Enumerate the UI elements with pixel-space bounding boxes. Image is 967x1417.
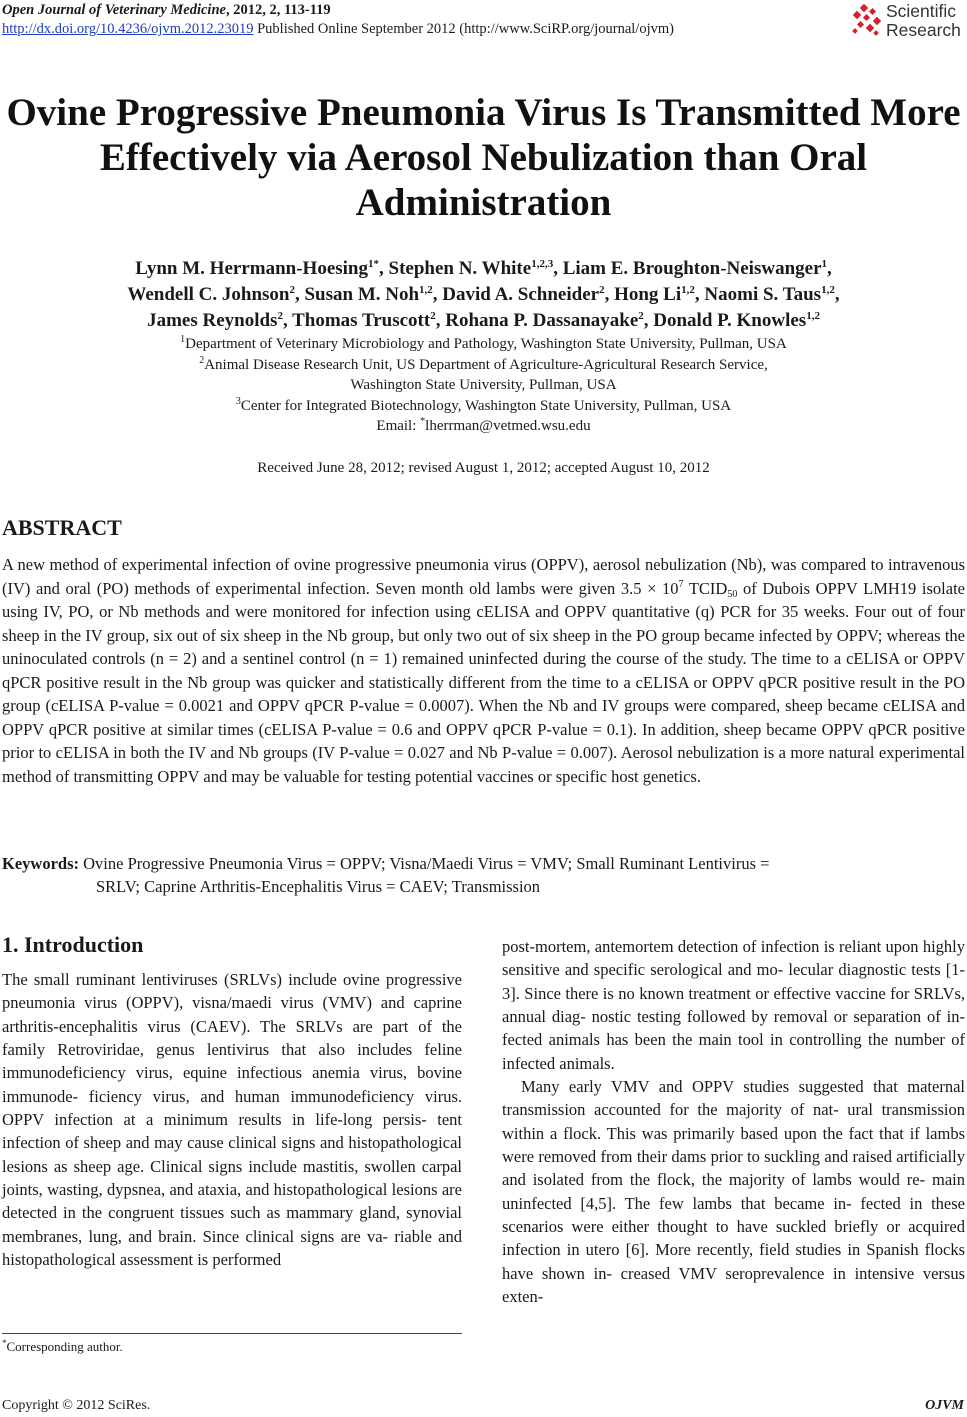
keywords — [2, 852, 962, 898]
footnote-divider — [2, 1333, 462, 1334]
scirp-logo — [850, 0, 967, 44]
section-heading-introduction: 1. Introduction — [2, 932, 144, 957]
abstract-body: A new method of experimental infection of ovine progressive pneumonia virus (OPPV), aerosol nebulization (Nb), was compared to intravenous (IV) and oral (PO) methods of experimental infection. Seven month old lambs were given $3.5 \times 10^7$ $TCID_{50}$ of Dubois OPPV LMH19 isolate using IV, PO, or Nb methods and were monitored for infection using cELISA and OPPV quantitative (q) PCR for 35 weeks. Four out of four sheep in the IV group, six out of six sheep in the Nb group, but only two out of six sheep in the PO group became infected by OPPV; whereas the uninoculated controls (n = 2) and a sentinel control (n = 1) remained uninfected during the course of the study. The time to a cELISA or OPPV qPCR positive result in the Nb group was quicker and statistically different from the time to a cELISA or OPPV qPCR positive result in the PO group (cELISA P-value = 0.0021 and OPPV qPCR P-value = 0.0007). When the Nb and IV groups were compared, sheep became cELISA and OPPV qPCR positive at similar times (cELISA P-value = 0.6 and OPPV qPCR P-value = 0.1). In addition, sheep became OPPV qPCR positive prior to cELISA in both the IV and Nb groups (IV P-value = 0.027 and Nb P-value = 0.007). Aerosol nebulization is a more natural experimental method of transmitting OPPV and may be valuable for testing potential vaccines or specific host genetics. — [2, 555, 965, 786]
affiliation-3: $^3$Center for Integrated Biotechnology, Washington State University, Pullman, USA — [235, 395, 732, 414]
left-column — [2, 968, 462, 1271]
affiliations — [0, 334, 967, 437]
scirp-logo-icon — [850, 4, 884, 38]
footnote: *Corresponding author. — [2, 1338, 123, 1354]
paper-title: Ovine Progressive Pneumonia Virus Is Transmitted More Effectively via Aerosol Nebulization than Oral Administration — [6, 91, 961, 224]
affiliation-1: $^1$Department of Veterinary Microbiology and Pathology, Washington State University, Pullman, USA — [180, 334, 787, 352]
logo-text: Scientific Research — [886, 1, 961, 40]
doi-link[interactable]: http://dx.doi.org/10.4236/ojvm.2012.23019 — [2, 21, 254, 37]
journal-abbrev: OJVM — [925, 1398, 964, 1413]
received-dates: Received June 28, 2012; revised August 1, 2012; accepted August 10, 2012 — [257, 460, 710, 476]
email-line: Email: *lherrman@vetmed.wsu.edu — [376, 416, 591, 434]
doi-line — [2, 21, 674, 38]
author-line-2: Wendell C. Johnson$^2$, Susan M. Noh$^{1,2}$, David A. Schneider$^2$, Hong Li$^{1,2}$, Naomi S. Taus$^{1,2}$, — [127, 284, 840, 305]
affiliation-2-cont: Washington State University, Pullman, USA — [350, 377, 617, 393]
right-column — [502, 935, 965, 1309]
affiliation-2: $^2$Animal Disease Research Unit, US Department of Agriculture-Agricultural Research Service, — [199, 354, 768, 373]
keywords-label: Keywords: — [2, 854, 79, 873]
author-list — [0, 256, 967, 334]
keywords-line-1: Ovine Progressive Pneumonia Virus = OPPV; Visna/Maedi Virus = VMV; Small Ruminant Lentivirus = — [79, 854, 770, 873]
copyright: Copyright © 2012 SciRes. — [2, 1398, 151, 1413]
published-online: Published Online September 2012 (http://www.SciRP.org/journal/ojvm) — [253, 21, 674, 37]
email-address[interactable]: lherrman@vetmed.wsu.edu — [425, 418, 591, 434]
paragraph: The small ruminant lentiviruses (SRLVs) include ovine progressive pneumonia virus (OPPV), visna/maedi virus (VMV) and caprine arthritis-encephalitis virus (CAEV). The SRLVs are part of the family Retroviridae, genus lentivirus that also includes feline immunodeficiency virus, equine infectious anemia virus, bovine immunode- ficiency virus, and human immunodeficiency virus. OPPV infection at a minimum results in life-long persis- tent infection of sheep and may cause clinical signs and histopathological lesions as sheep age. Clinical signs include mastitis, swollen carpal joints, wasting, dypsnea, and ataxia, and histopathological lesions are detected in the congruent tissues such as mammary gland, synovial membranes, lung, and brain. Since clinical signs are va- riable and histopathological assessment is performed — [2, 970, 462, 1270]
author-line-3: James Reynolds$^2$, Thomas Truscott$^2$, Rohana P. Dassanayake$^2$, Donald P. Knowles$^{1,2}$ — [147, 310, 820, 331]
paragraph: Many early VMV and OPPV studies suggested that maternal transmission accounted for the majority of nat- ural transmission within a flock. This was primarily based upon the fact that if lambs were removed from their dams prior to suckling and raised artificially and isolated from the flock, the majority of lambs would re- main uninfected [4,5]. The few lambs that became in- fected in these scenarios were either thought to have suckled briefly or acquired infection in utero [6]. More recently, field studies in Spanish flocks have shown in- creased VMV seroprevalence in intensive versus exten- — [502, 1077, 965, 1307]
abstract-heading: ABSTRACT — [2, 515, 122, 540]
paragraph: post-mortem, antemortem detection of infection is reliant upon highly sensitive and specific serological and mo- lecular diagnostic tests [1-3]. Since there is no known treatment or effective vaccine for SRLVs, annual diag- nostic testing followed by removal or separation of in- fected animals has been the main tool in controlling the number of infected animals. — [502, 937, 965, 1073]
author-line-1: Lynn M. Herrmann-Hoesing$^{1*}$, Stephen N. White$^{1,2,3}$, Liam E. Broughton-Neiswanger$^1$, — [135, 258, 832, 279]
journal-citation — [2, 2, 331, 19]
keywords-line-2: SRLV; Caprine Arthritis-Encephalitis Virus = CAEV; Transmission — [96, 877, 541, 896]
journal-name: Open Journal of Veterinary Medicine — [2, 2, 226, 18]
journal-issue: , 2012, 2, 113-119 — [225, 2, 331, 18]
